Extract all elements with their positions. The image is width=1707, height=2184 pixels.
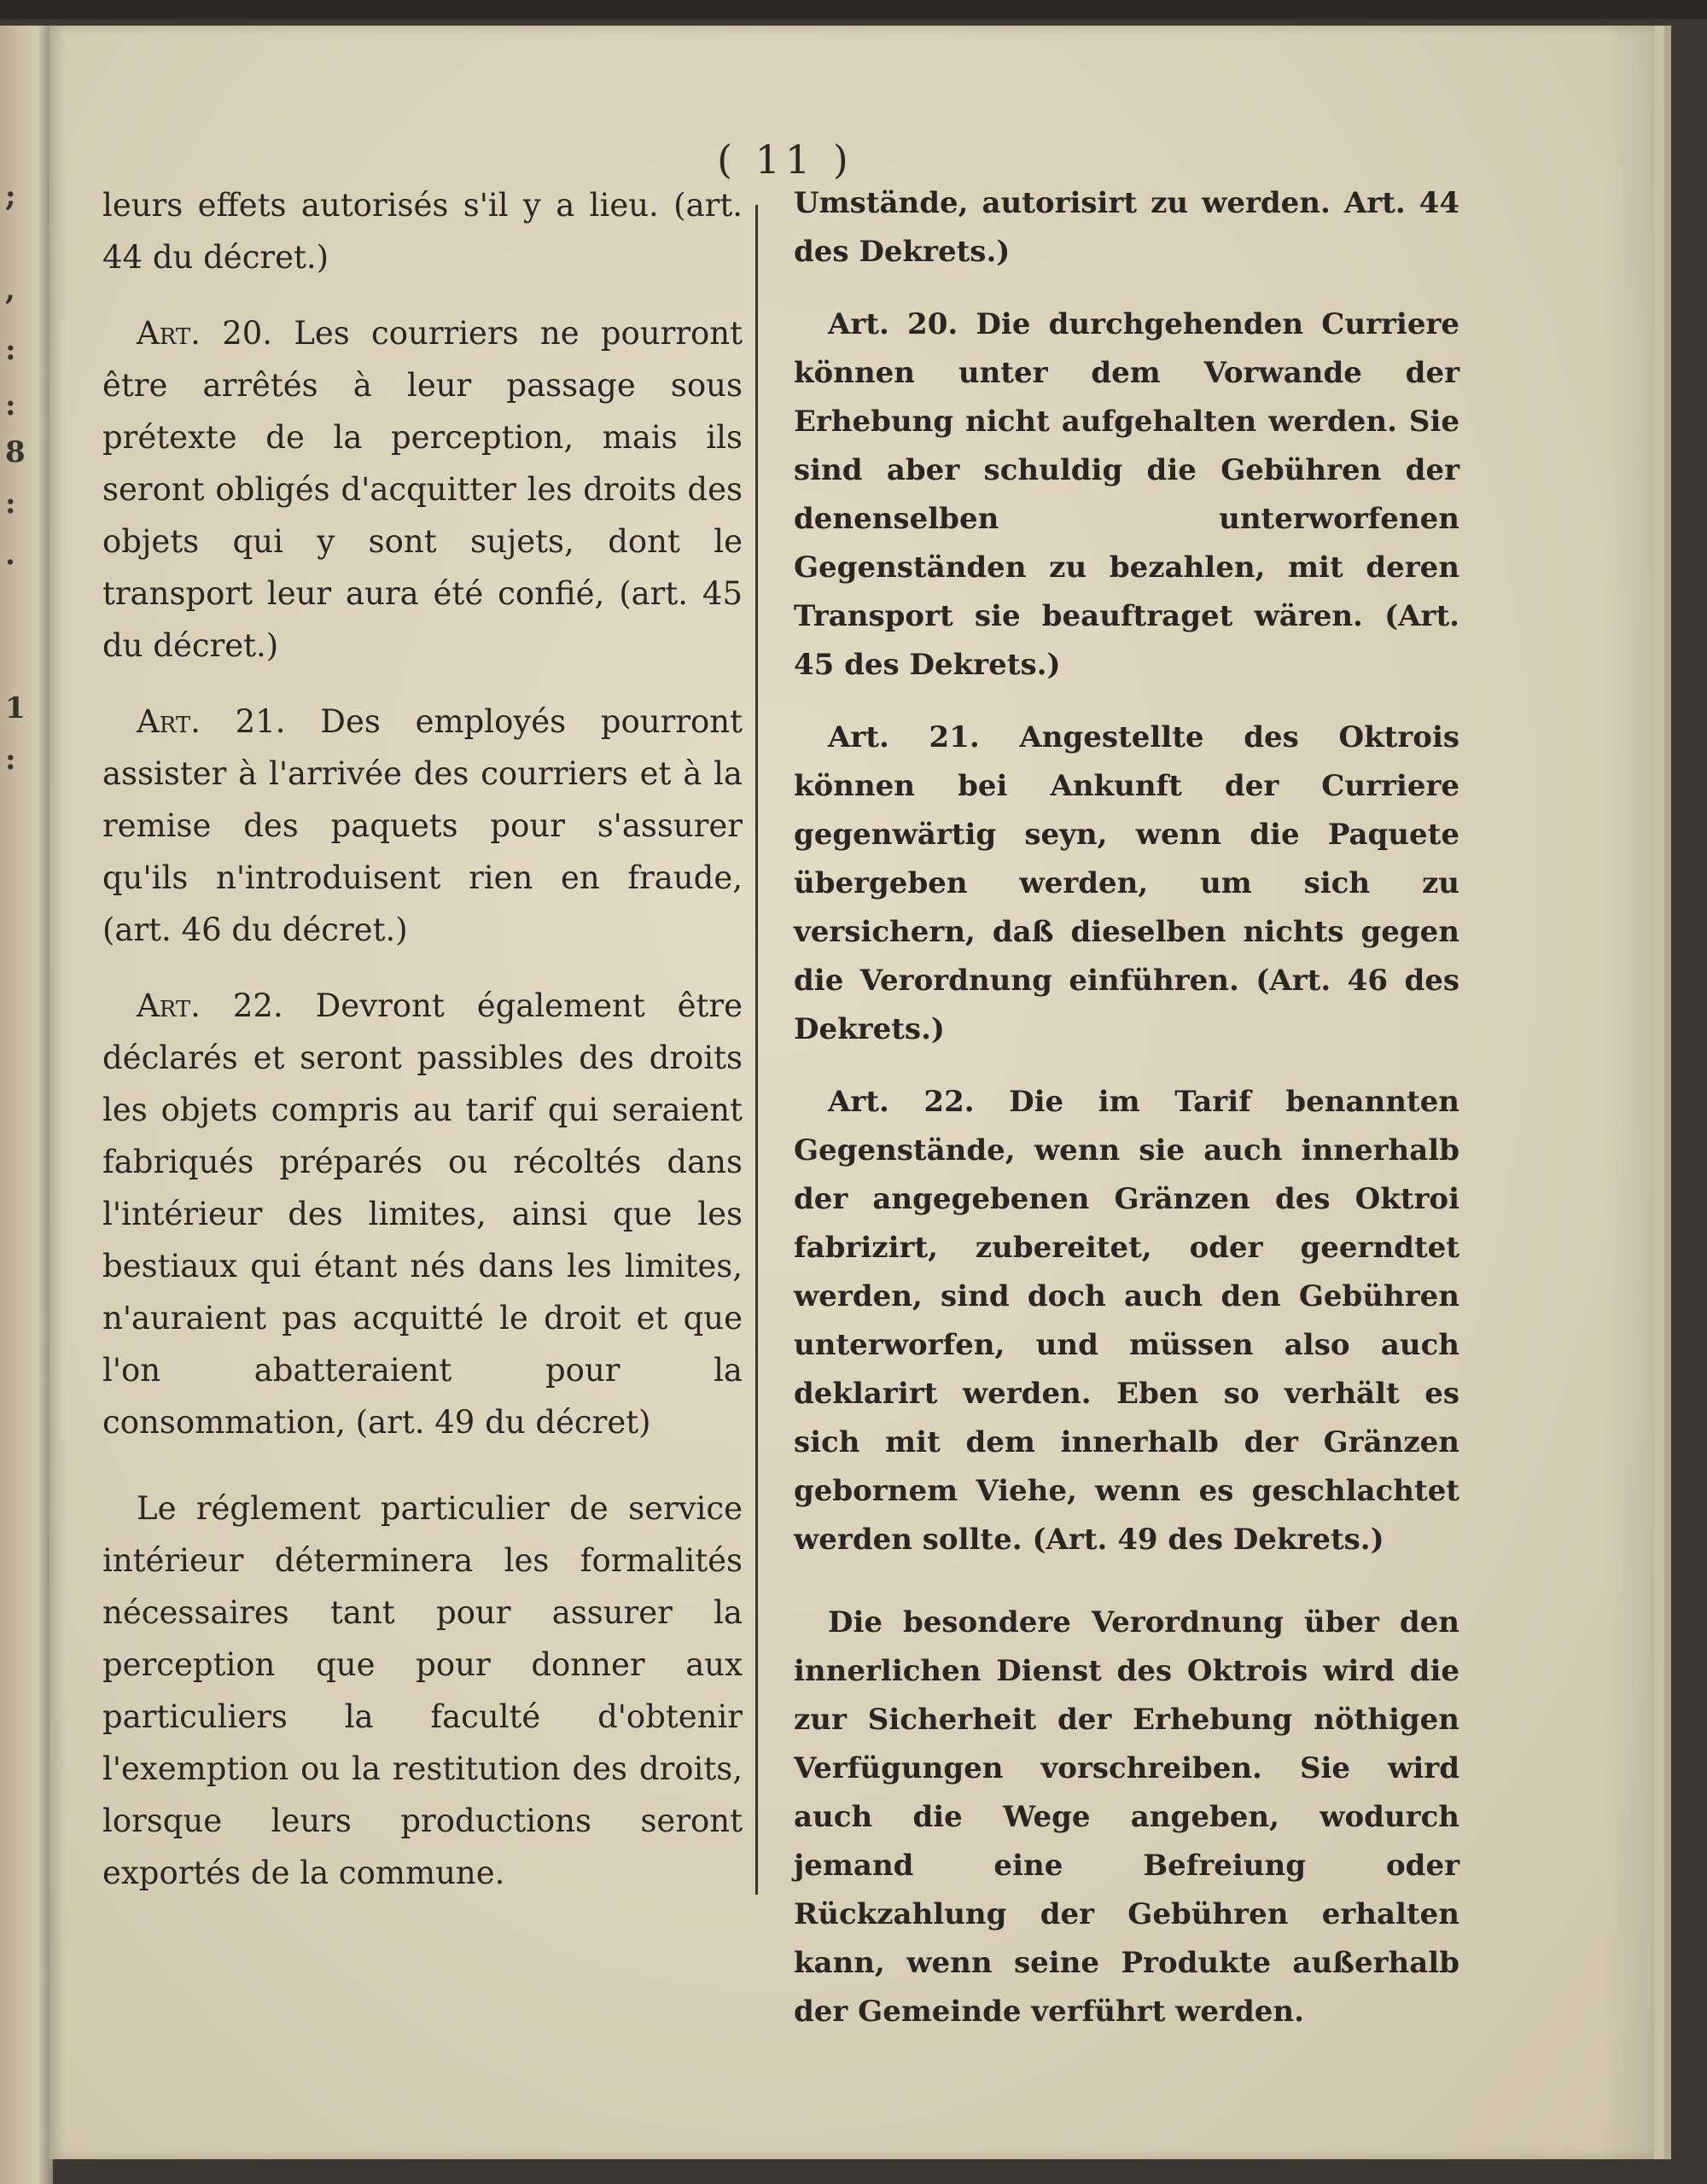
french-art20-label: Art. 20. xyxy=(137,315,273,352)
german-article-22 xyxy=(794,1078,1459,1564)
french-art21-label: Art. 21. xyxy=(137,703,286,740)
column-divider xyxy=(755,205,758,1895)
prev-mark: : xyxy=(5,486,16,521)
french-opening: leurs effets autorisés s'il y a lieu. (art. 44 du décret.) xyxy=(102,187,743,276)
german-art21-text: Angestellte des Oktrois können bei Ankunft der Curriere gegenwärtig seyn, wenn die Paquete übergeben werden, um sich zu versichern, daß dieselben nichts gegen die Verordnung einführen. (Art. 46 des Dekrets.) xyxy=(794,720,1460,1046)
german-closing-paragraph: Die besondere Verordnung über den innerlichen Dienst des Oktrois wird die zur Sicherheit der Erhebung nöthigen Verfügungen vorschreiben. Sie wird auch die Wege angeben, wodurch jemand eine Befreiung oder Rückzahlung der Gebühren erhalten kann, wenn seine Produkte außerhalb der Gemeinde verführt werden. xyxy=(794,1605,1459,2029)
german-art20-text: Die durchgehenden Curriere können unter dem Vorwande der Erhebung nicht aufgehalten werden. Sie sind aber schuldig die Gebühren der denenselben unterworfenen Gegenständen zu bezahlen, mit deren Transport sie beauftraget wären. (Art. 45 des Dekrets.) xyxy=(794,307,1459,682)
prev-mark: 8 xyxy=(5,435,26,469)
french-art20-text: Les courriers ne pourront être arrêtés à leur passage sous prétexte de la perception, mais ils seront obligés d'acquitter les droits des objets qui y sont sujets, dont le transport leur aura été confié, (art. 45 du décret.) xyxy=(102,315,743,664)
german-article-20 xyxy=(794,300,1459,690)
french-art22-label: Art. 22. xyxy=(137,987,283,1024)
german-art21-label: Art. 21. xyxy=(828,720,980,754)
page-number: ( 11 ) xyxy=(717,137,854,183)
page-stack-edge-outer xyxy=(1664,26,1671,2159)
german-column xyxy=(794,179,1459,2036)
french-closing-paragraph: Le réglement particulier de service intérieur déterminera les formalités nécessaires tant pour assurer la perception que pour donner aux particuliers la faculté d'obtenir l'exemption ou la restitution des droits, lorsque leurs productions seront exportés de la commune. xyxy=(102,1490,743,1891)
german-article-21 xyxy=(794,713,1459,1054)
prev-mark: ; xyxy=(5,179,16,213)
french-article-22 xyxy=(102,980,743,1448)
german-opening: Umstände, autorisirt zu werden. Art. 44 des Dekrets.) xyxy=(794,186,1459,269)
german-art22-text: Die im Tarif benannten Gegenstände, wenn sie auch innerhalb der angegebenen Gränzen des Oktroi fabrizirt, zubereitet, oder geerndtet werden, sind doch auch den Gebühren unterworfen, und müssen also auch deklarirt werden. Eben so verhält es sich mit dem innerhalb der Gränzen gebornem Viehe, wenn es geschlachtet werden sollte. (Art. 49 des Dekrets.) xyxy=(794,1085,1459,1557)
french-column xyxy=(102,179,743,1899)
french-article-20 xyxy=(102,307,743,672)
french-art21-text: Des employés pourront assister à l'arrivée des courriers et à la remise des paquets pour s'assurer qu'ils n'introduisent rien en fraude, (art. 46 du décret.) xyxy=(102,703,743,948)
prev-mark: , xyxy=(5,273,15,307)
page-stack-edge xyxy=(1654,26,1664,2159)
prev-mark: : xyxy=(5,388,16,422)
page-edge-shadow xyxy=(1605,26,1654,2159)
french-art22-text: Devront également être déclarés et seront passibles des droits les objets compris au tarif qui seraient fabriqués préparés ou récoltés dans l'intérieur des limites, ainsi que les bestiaux qui étant nés dans les limites, n'auraient pas acquitté le droit et que l'on abatteraient pour la consommation, (art. 49 du décret) xyxy=(102,987,743,1441)
french-article-21 xyxy=(102,696,743,956)
previous-page-edge xyxy=(0,26,53,2184)
german-art22-label: Art. 22. xyxy=(828,1085,975,1119)
prev-mark: : xyxy=(5,743,16,777)
prev-mark: : xyxy=(5,333,16,367)
scan-top-border xyxy=(0,0,1707,19)
prev-mark: . xyxy=(5,538,15,572)
prev-mark: 1 xyxy=(5,691,26,725)
german-art20-label: Art. 20. xyxy=(828,307,958,341)
